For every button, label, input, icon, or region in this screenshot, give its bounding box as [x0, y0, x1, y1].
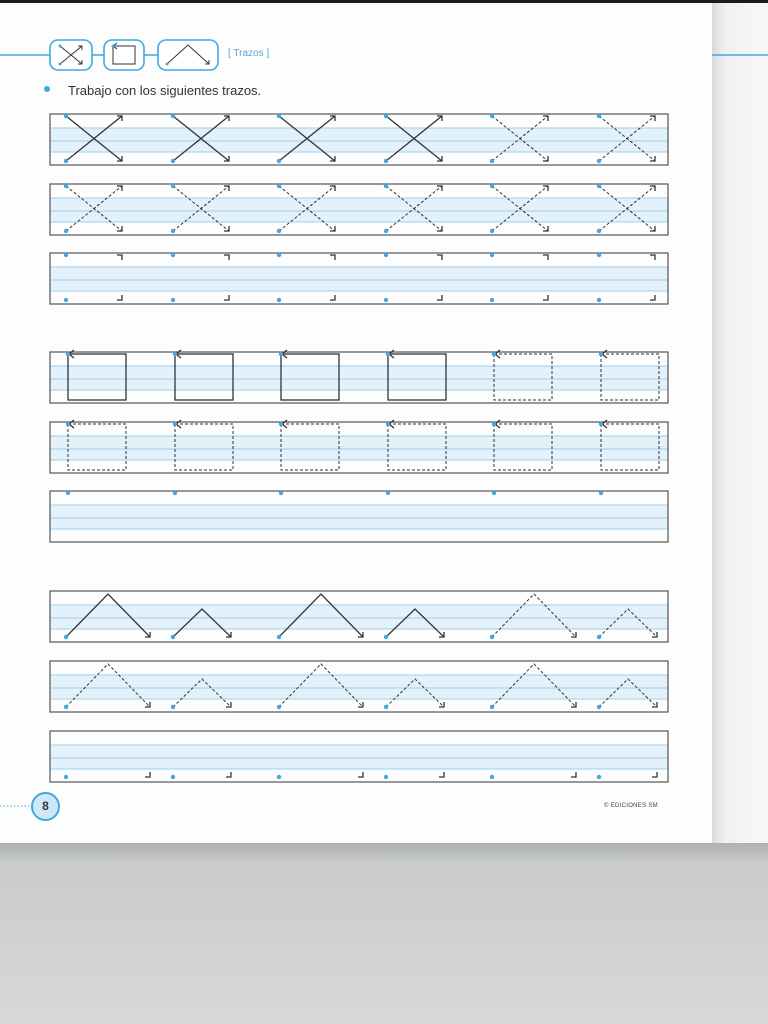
- start-dot: [490, 159, 494, 163]
- start-dot: [490, 184, 494, 188]
- start-dot: [279, 422, 283, 426]
- start-dot: [277, 114, 281, 118]
- arrow-head: [224, 255, 229, 260]
- start-dot: [277, 705, 281, 709]
- start-dot: [597, 635, 601, 639]
- start-dot: [384, 705, 388, 709]
- start-dot: [597, 705, 601, 709]
- start-dot: [171, 705, 175, 709]
- start-dot: [64, 253, 68, 257]
- start-dot: [279, 352, 283, 356]
- tracing-rows: [50, 114, 668, 782]
- start-dot: [384, 229, 388, 233]
- start-dot: [173, 491, 177, 495]
- start-dot: [279, 491, 283, 495]
- guide-band: [50, 128, 668, 152]
- arrow-head: [543, 255, 548, 260]
- start-dot: [492, 352, 496, 356]
- start-dot: [171, 775, 175, 779]
- start-dot: [490, 253, 494, 257]
- start-dot: [277, 635, 281, 639]
- start-dot: [171, 184, 175, 188]
- start-dot: [386, 491, 390, 495]
- arrow-head: [571, 772, 576, 777]
- arrow-head: [224, 295, 229, 300]
- start-dot: [384, 114, 388, 118]
- guide-band: [50, 198, 668, 222]
- start-dot: [171, 635, 175, 639]
- start-dot: [171, 253, 175, 257]
- start-dot: [599, 422, 603, 426]
- start-dot: [66, 422, 70, 426]
- arrow-head: [226, 772, 231, 777]
- start-dot: [490, 705, 494, 709]
- arrow-head: [330, 295, 335, 300]
- arrow-head: [437, 255, 442, 260]
- arrow-head: [650, 255, 655, 260]
- arrow-head: [543, 295, 548, 300]
- start-dot: [64, 229, 68, 233]
- arrow-head: [650, 295, 655, 300]
- guide-band: [50, 605, 668, 629]
- start-dot: [64, 114, 68, 118]
- start-dot: [173, 422, 177, 426]
- start-dot: [490, 775, 494, 779]
- square-arrow-icon: [104, 40, 144, 70]
- header-icons: [0, 40, 768, 70]
- start-dot: [277, 253, 281, 257]
- arrow-head: [358, 772, 363, 777]
- start-dot: [597, 775, 601, 779]
- start-dot: [490, 298, 494, 302]
- start-dot: [597, 159, 601, 163]
- start-dot: [384, 253, 388, 257]
- start-dot: [599, 491, 603, 495]
- start-dot: [64, 298, 68, 302]
- start-dot: [490, 229, 494, 233]
- guide-band: [50, 436, 668, 460]
- start-dot: [490, 635, 494, 639]
- start-dot: [386, 352, 390, 356]
- arrow-head: [652, 772, 657, 777]
- start-dot: [277, 298, 281, 302]
- start-dot: [66, 491, 70, 495]
- arrow-head: [145, 772, 150, 777]
- start-dot: [171, 229, 175, 233]
- guide-band: [50, 505, 668, 529]
- peak-arrow-icon: [158, 40, 218, 70]
- start-dot: [597, 298, 601, 302]
- x-arrows-icon: [50, 40, 92, 70]
- start-dot: [597, 229, 601, 233]
- start-dot: [171, 298, 175, 302]
- instruction-text: Trabajo con los siguientes trazos.: [68, 83, 262, 98]
- guide-band: [50, 267, 668, 291]
- start-dot: [277, 775, 281, 779]
- start-dot: [597, 253, 601, 257]
- start-dot: [492, 422, 496, 426]
- arrow-head: [330, 255, 335, 260]
- start-dot: [384, 298, 388, 302]
- start-dot: [171, 159, 175, 163]
- start-dot: [173, 352, 177, 356]
- footer-credit: © EDICIONES SM: [604, 803, 658, 809]
- start-dot: [64, 775, 68, 779]
- start-dot: [384, 635, 388, 639]
- arrow-head: [117, 255, 122, 260]
- page-number: 8: [31, 792, 60, 821]
- section-label: [ Trazos ]: [228, 48, 270, 59]
- start-dot: [384, 775, 388, 779]
- start-dot: [277, 184, 281, 188]
- start-dot: [64, 159, 68, 163]
- start-dot: [599, 352, 603, 356]
- guide-band: [50, 675, 668, 699]
- start-dot: [277, 159, 281, 163]
- start-dot: [384, 184, 388, 188]
- arrow-head: [117, 295, 122, 300]
- start-dot: [64, 705, 68, 709]
- guide-band: [50, 366, 668, 390]
- start-dot: [490, 114, 494, 118]
- start-dot: [386, 422, 390, 426]
- start-dot: [66, 352, 70, 356]
- guide-band: [50, 745, 668, 769]
- start-dot: [384, 159, 388, 163]
- start-dot: [64, 635, 68, 639]
- arrow-head: [439, 772, 444, 777]
- instruction-bullet: [44, 86, 50, 92]
- start-dot: [597, 114, 601, 118]
- start-dot: [277, 229, 281, 233]
- start-dot: [64, 184, 68, 188]
- start-dot: [492, 491, 496, 495]
- start-dot: [171, 114, 175, 118]
- start-dot: [597, 184, 601, 188]
- arrow-head: [437, 295, 442, 300]
